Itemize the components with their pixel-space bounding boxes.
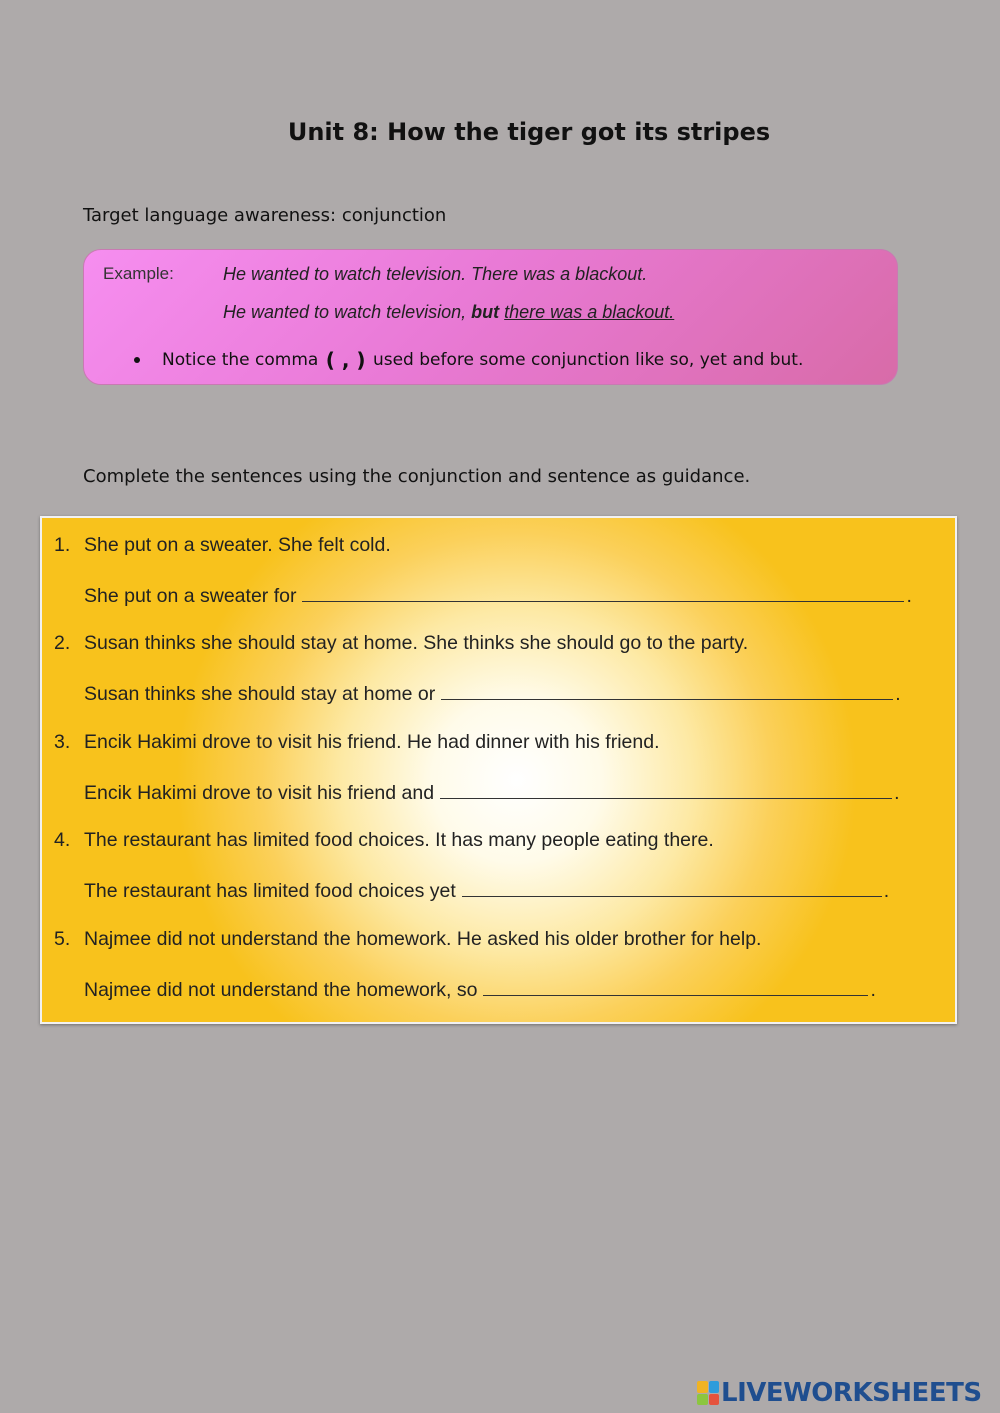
answer-prompt: Encik Hakimi drove to visit his friend and <box>84 782 435 804</box>
answer-prompt: She put on a sweater for <box>84 585 297 607</box>
item-sentence: Susan thinks she should stay at home. She thinks she should go to the party. <box>84 632 749 654</box>
sentence-period: . <box>870 979 876 1001</box>
list-item <box>54 731 660 754</box>
example-label: Example: <box>103 264 174 283</box>
example-conjunction: but <box>471 302 500 322</box>
sentence-period: . <box>895 683 901 705</box>
item-number: 2. <box>54 632 71 654</box>
answer-prompt: Susan thinks she should stay at home or <box>84 683 436 705</box>
liveworksheets-logo-icon <box>697 1381 719 1405</box>
answer-blank-1[interactable] <box>302 583 904 602</box>
exercise-box <box>40 516 957 1024</box>
list-item <box>54 928 761 951</box>
sentence-period: . <box>894 782 900 804</box>
liveworksheets-logo[interactable] <box>697 1378 982 1408</box>
answer-row <box>84 583 912 608</box>
answer-blank-4[interactable] <box>462 878 882 897</box>
answer-prompt: The restaurant has limited food choices yet <box>84 880 456 902</box>
answer-row <box>84 878 889 903</box>
example-box <box>83 249 898 385</box>
item-sentence: She put on a sweater. She felt cold. <box>84 534 391 556</box>
answer-row <box>84 681 901 706</box>
item-sentence: Encik Hakimi drove to visit his friend. He had dinner with his friend. <box>84 731 660 753</box>
item-number: 1. <box>54 534 71 556</box>
answer-row <box>84 977 876 1002</box>
sentence-period: . <box>906 585 912 607</box>
list-item <box>54 632 748 655</box>
item-sentence: The restaurant has limited food choices. It has many people eating there. <box>84 829 714 851</box>
example-sentence-2 <box>223 302 674 323</box>
list-item <box>54 829 714 852</box>
example-sentence-1: He wanted to watch television. There was a blackout. <box>223 264 648 284</box>
item-number: 4. <box>54 829 71 851</box>
section-heading: Target language awareness: conjunction <box>83 205 447 226</box>
list-item <box>54 534 391 557</box>
comma-symbol: ( , ) <box>325 348 366 372</box>
sentence-period: . <box>883 880 890 902</box>
answer-blank-2[interactable] <box>441 681 893 700</box>
answer-blank-5[interactable] <box>483 977 868 996</box>
answer-prompt: Najmee did not understand the homework, so <box>84 979 478 1001</box>
item-number: 3. <box>54 731 71 753</box>
example-clause: there was a blackout. <box>504 302 675 322</box>
note-text-before: Notice the comma <box>162 350 319 370</box>
item-number: 5. <box>54 928 71 950</box>
instruction-text: Complete the sentences using the conjunction and sentence as guidance. <box>83 466 751 487</box>
item-sentence: Najmee did not understand the homework. He asked his older brother for help. <box>84 928 762 950</box>
note-bullet <box>134 348 803 372</box>
note-text-after: used before some conjunction like so, yet and but. <box>372 350 804 370</box>
example-prefix: He wanted to watch television, <box>223 302 467 322</box>
page-title: Unit 8: How the tiger got its stripes <box>287 118 771 146</box>
answer-row <box>84 780 899 805</box>
logo-text: LIVEWORKSHEETS <box>721 1378 982 1408</box>
answer-blank-3[interactable] <box>440 780 892 799</box>
bullet-icon <box>134 357 140 363</box>
